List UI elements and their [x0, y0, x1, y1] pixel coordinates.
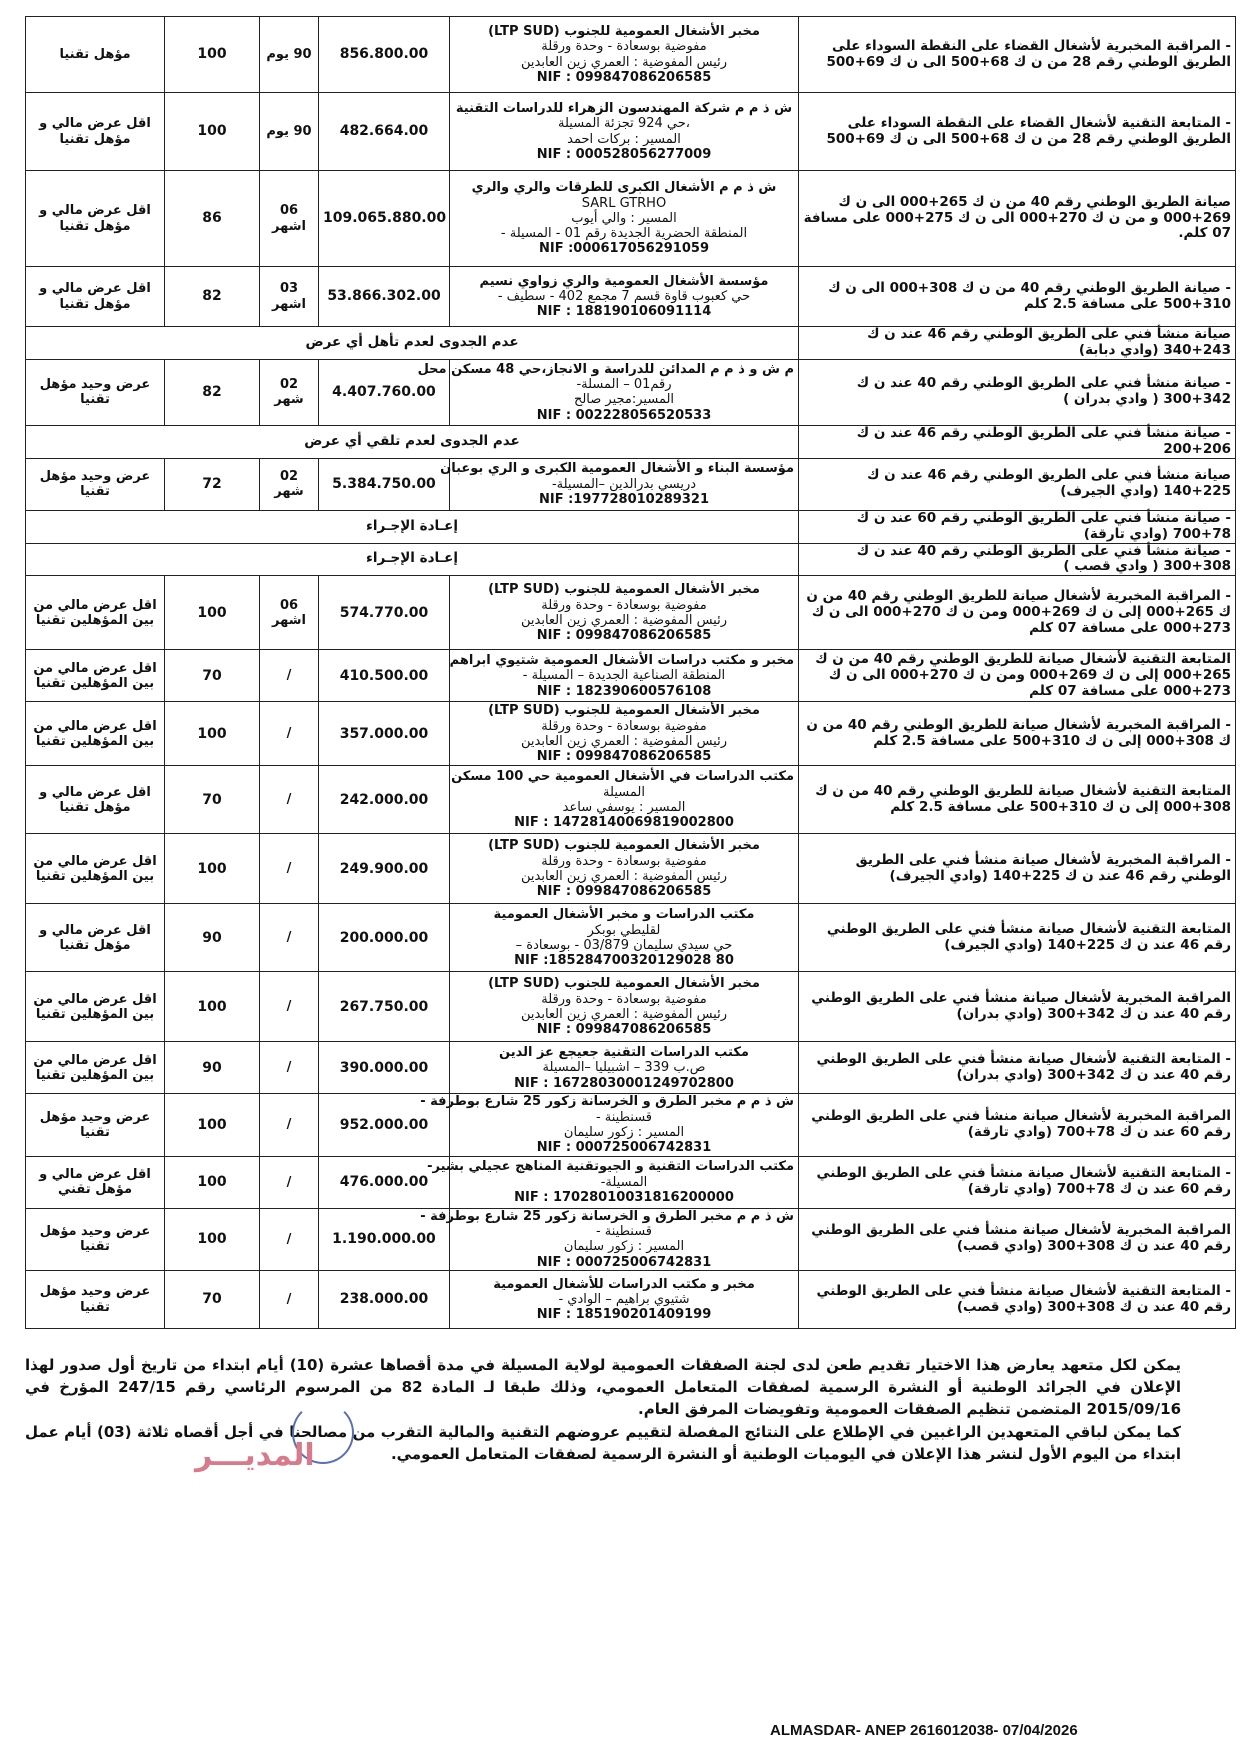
firm-nif: NIF : 185190201409199 — [536, 1307, 712, 1323]
decision-cell: عرض وحيد مؤهل تقنيا — [26, 359, 165, 425]
consultation-paragraph: كما يمكن لباقي المتعهدين الراغبين في الإطلاع على النتائج المفصلة لتقييم عروضهم التقنية والمالية التقرب من مصالحنا في أجل أقصاه ثلاثة (03) أيام عمل ابتداء من اليوم الأول لنشر هذا الإعلان في اليوميات الوطنية أو النشرة الرسمية لصفقات المتعامل العمومي. — [25, 1423, 1181, 1463]
amount-cell: 238.000.00 — [319, 1271, 450, 1329]
score-cell: 100 — [165, 972, 260, 1042]
project-cell: - المتابعة التقنية لأشغال صيانة منشأ فني على الطريق الوطني رقم 40 عند ن ك 342+300 (وادي بدران) — [799, 1042, 1236, 1094]
table-row — [26, 1156, 1236, 1208]
project-cell: - المتابعة التقنية لأشغال القضاء على النقطة السوداء على الطريق الوطني رقم 28 من ن ك 68+500 الى ن ك 69+500 — [799, 93, 1236, 171]
table-row — [26, 171, 1236, 267]
firm-cell — [450, 17, 799, 93]
firm-line: مؤسسة البناء و الأشغال العمومية الكبرى و الري بوعبان — [440, 461, 794, 477]
table-row — [26, 425, 1236, 458]
firm-line: مخبر الأشغال العمومية للجنوب (LTP SUD) — [488, 838, 760, 854]
duration-cell: 06 اشهر — [260, 576, 319, 650]
amount-cell: 53.866.302.00 — [319, 267, 450, 327]
firm-cell — [450, 93, 799, 171]
project-cell: المراقبة المخبرية لأشغال صيانة منشأ فني على الطريق الوطني رقم 60 عند ن ك 78+700 (وادي تارقة) — [799, 1094, 1236, 1156]
firm-line: المسيلة — [603, 784, 645, 800]
firm-line: رئيس المفوضية : العمري زين العابدين — [520, 1006, 727, 1022]
amount-cell: 856.800.00 — [319, 17, 450, 93]
firm-cell — [450, 650, 799, 702]
duration-cell: / — [260, 834, 319, 904]
firm-line: حي سيدي سليمان 03/879 - بوسعادة – — [515, 937, 733, 953]
project-cell: المراقبة المخبرية لأشغال صيانة منشأ فني على الطريق الوطني رقم 40 عند ن ك 308+300 (وادي قصب) — [799, 1208, 1236, 1270]
firm-nif: NIF : 002228056520533 — [536, 407, 712, 423]
score-cell: 100 — [165, 1156, 260, 1208]
firm-nif: NIF : 17028010031816200000 — [514, 1189, 734, 1205]
firm-line: مفوضية بوسعادة - وحدة ورقلة — [541, 853, 707, 869]
duration-cell: / — [260, 972, 319, 1042]
project-cell: صيانة الطريق الوطني رقم 40 من ن ك 265+000 الى ن ك 269+000 و من ن ك 270+000 الى ن ك 275+000 على مسافة 07 كلم. — [799, 171, 1236, 267]
firm-cell — [427, 1156, 799, 1208]
firm-nif: NIF : 000725006742831 — [536, 1254, 712, 1270]
project-cell: صيانة منشأ فني على الطريق الوطني رقم 46 عند ن ك 225+140 (وادي الجيرف) — [799, 458, 1236, 510]
firm-line: مفوضية بوسعادة - وحدة ورقلة — [541, 991, 707, 1007]
firm-line: رئيس المفوضية : العمري زين العابدين — [520, 868, 727, 884]
firm-cell — [450, 972, 799, 1042]
table-row — [26, 327, 1236, 360]
status-cell: إعـادة الإجـراء — [26, 510, 799, 543]
amount-cell: 242.000.00 — [319, 766, 450, 834]
table-row — [26, 1271, 1236, 1329]
table-row — [26, 972, 1236, 1042]
amount-cell: 4.407.760.00 — [319, 359, 450, 425]
firm-line: قسنطينة - — [595, 1109, 653, 1125]
firm-line: لقليطي بوبكر — [587, 922, 661, 938]
project-cell: صيانة منشأ فني على الطريق الوطني رقم 46 عند ن ك 243+340 (وادي دبابة) — [799, 327, 1236, 360]
project-cell: المتابعة التقنية لأشغال صيانة منشأ فني على الطريق الوطني رقم 46 عند ن ك 225+140 (وادي الجيرف) — [799, 904, 1236, 972]
firm-nif: NIF : 000725006742831 — [536, 1140, 712, 1156]
amount-cell: 390.000.00 — [319, 1042, 450, 1094]
table-row — [26, 543, 1236, 576]
amount-cell: 482.664.00 — [319, 93, 450, 171]
firm-nif: NIF : 099847086206585 — [536, 749, 712, 765]
score-cell: 70 — [165, 766, 260, 834]
appeal-paragraph: يمكن لكل متعهد يعارض هذا الاختيار تقديم طعن لدى لجنة الصفقات العمومية لولاية المسيلة في مدة أقصاها عشرة (10) أيام ابتداء من تاريخ أول صدور لهذا الإعلان في الجرائد الوطنية أو النشرة الرسمية لصفقات المتعامل العمومي، وذلك طبقا لـ المادة 82 من المرسوم الرئاسي رقم 247/15 المؤرخ في 2015/09/16 المتضمن تنظيم الصفقات العمومية وتفويضات المرفق العام. — [25, 1356, 1182, 1418]
amount-cell: 476.000.00 — [319, 1156, 450, 1208]
firm-line: المسير : زكور سليمان — [563, 1125, 685, 1141]
project-cell: المراقبة المخبرية لأشغال صيانة منشأ فني على الطريق الوطني رقم 40 عند ن ك 342+300 (وادي بدران) — [799, 972, 1236, 1042]
duration-cell: / — [260, 1208, 319, 1270]
amount-cell: 410.500.00 — [319, 650, 450, 702]
table-row — [26, 17, 1236, 93]
firm-line: المنطقة الصناعية الجديدة – المسيلة - — [522, 668, 726, 684]
firm-line: ش ذ م م شركة المهندسون الزهراء للدراسات التقنية — [455, 100, 793, 116]
project-cell: - المراقبة المخبرية لأشغال صيانة للطريق الوطني رقم 40 من ن ك 308+000 إلى ن ك 310+500 على مسافة 2.5 كلم — [799, 702, 1236, 766]
firm-cell — [420, 1208, 799, 1270]
decision-cell: اقل عرض مالي و مؤهل تقنيا — [26, 904, 165, 972]
amount-cell: 952.000.00 — [319, 1094, 450, 1156]
score-cell: 100 — [165, 1094, 260, 1156]
score-cell: 72 — [165, 458, 260, 510]
firm-line: المسير : بركات احمد — [567, 131, 681, 147]
firm-cell — [450, 904, 799, 972]
amount-cell: 574.770.00 — [319, 576, 450, 650]
table-row — [26, 766, 1236, 834]
firm-nif: NIF :000617056291059 — [538, 241, 709, 257]
score-cell: 100 — [165, 834, 260, 904]
firm-line: مكتب الدراسات في الأشغال العمومية حي 100 مسكن — [451, 769, 794, 785]
decision-cell: اقل عرض مالي من بين المؤهلين تقنيا — [26, 834, 165, 904]
status-cell: عدم الجدوى لعدم تلقي أي عرض — [26, 425, 799, 458]
firm-nif: NIF : 099847086206585 — [536, 1022, 712, 1038]
firm-line: دريسي بدرالدين –المسيلة- — [551, 476, 697, 492]
decision-cell: اقل عرض مالي و مؤهل تقني — [26, 1156, 165, 1208]
firm-nif: NIF : 099847086206585 — [536, 628, 712, 644]
firm-line: مفوضية بوسعادة - وحدة ورقلة — [541, 39, 707, 55]
firm-cell — [450, 702, 799, 766]
firm-line: رئيس المفوضية : العمري زين العابدين — [520, 733, 727, 749]
table-row — [26, 359, 1236, 425]
duration-cell: / — [260, 1042, 319, 1094]
table-row — [26, 1042, 1236, 1094]
score-cell: 70 — [165, 1271, 260, 1329]
firm-line: المسير:مجير صالح — [573, 392, 675, 408]
project-cell: - صيانة منشأ فني على الطريق الوطني رقم 60 عند ن ك 78+700 (وادي تارقة) — [799, 510, 1236, 543]
score-cell: 100 — [165, 1208, 260, 1270]
project-cell: - صيانة منشأ فني على الطريق الوطني رقم 40 عند ن ك 342+300 ( وادي بدران ) — [799, 359, 1236, 425]
firm-nif: NIF :197728010289321 — [538, 491, 709, 507]
firm-line: المنطقة الحضرية الجديدة رقم 01 - المسيلة - — [500, 226, 748, 242]
duration-cell: / — [260, 650, 319, 702]
firm-cell — [440, 458, 799, 510]
firm-line: ش ذ م م الأشغال الكبرى للطرقات والري والري — [471, 180, 777, 196]
publication-reference: ALMASDAR- ANEP 2616012038- 07/04/2026 — [770, 1722, 1078, 1739]
table-row — [26, 702, 1236, 766]
project-cell: - صيانة الطريق الوطني رقم 40 من ن ك 308+000 الى ن ك 310+500 على مسافة 2.5 كلم — [799, 267, 1236, 327]
director-signature: المديـــر — [195, 1438, 315, 1473]
firm-line: قسنطينة - — [595, 1224, 653, 1240]
score-cell: 82 — [165, 359, 260, 425]
firm-nif: NIF :185284700320129028 80 — [514, 953, 734, 969]
amount-cell: 249.900.00 — [319, 834, 450, 904]
score-cell: 86 — [165, 171, 260, 267]
table-row — [26, 650, 1236, 702]
decision-cell: عرض وحيد مؤهل تقنيا — [26, 1094, 165, 1156]
firm-line: رئيس المفوضية : العمري زين العابدين — [520, 612, 727, 628]
score-cell: 90 — [165, 904, 260, 972]
amount-cell: 200.000.00 — [319, 904, 450, 972]
table-row — [26, 1094, 1236, 1156]
firm-cell — [450, 576, 799, 650]
firm-line: مفوضية بوسعادة - وحدة ورقلة — [541, 597, 707, 613]
table-row — [26, 510, 1236, 543]
duration-cell: / — [260, 1094, 319, 1156]
table-row — [26, 1208, 1236, 1270]
firm-line: مخبر و مكتب دراسات الأشغال العمومية شتيوي ابراهم — [449, 652, 794, 668]
project-cell: - صيانة منشأ فني على الطريق الوطني رقم 40 عند ن ك 308+300 ( وادي قصب ) — [799, 543, 1236, 576]
firm-line: مفوضية بوسعادة - وحدة ورقلة — [541, 718, 707, 734]
firm-line: مخبر الأشغال العمومية للجنوب (LTP SUD) — [488, 703, 760, 719]
duration-cell: 02 شهر — [260, 458, 319, 510]
amount-cell: 109.065.880.00 — [319, 171, 450, 267]
firm-nif: NIF : 000528056277009 — [536, 146, 712, 162]
firm-line: مكتب الدراسات التقنية و الجيوتقنية المناهج عجيلي بشير- — [427, 1159, 794, 1175]
score-cell: 70 — [165, 650, 260, 702]
decision-cell: عرض وحيد مؤهل تقنيا — [26, 1271, 165, 1329]
firm-line: ،حي 924 تجزئة المسيلة — [558, 116, 690, 132]
firm-nif: NIF : 099847086206585 — [536, 69, 712, 85]
firm-line: مكتب الدراسات التقنية جعيجع عز الدين — [499, 1044, 749, 1060]
decision-cell: عرض وحيد مؤهل تقنيا — [26, 458, 165, 510]
results-table — [25, 16, 1236, 1329]
duration-cell: / — [260, 904, 319, 972]
duration-cell: 02 شهر — [260, 359, 319, 425]
score-cell: 100 — [165, 93, 260, 171]
project-cell: المتابعة التقنية لأشغال صيانة للطريق الوطني رقم 40 من ن ك 308+000 إلى ن ك 310+500 على مسافة 2.5 كلم — [799, 766, 1236, 834]
firm-line: رقم01 – المسلة- — [576, 377, 672, 393]
firm-line: مخبر الأشغال العمومية للجنوب (LTP SUD) — [488, 582, 760, 598]
project-cell: - المراقبة المخبرية لأشغال صيانة للطريق الوطني رقم 40 من ن ك 265+000 إلى ن ك 269+000 ومن ن ك 270+000 الى ن ك 273+000 على مسافة 07 كلم — [799, 576, 1236, 650]
table-row — [26, 576, 1236, 650]
duration-cell: 06 اشهر — [260, 171, 319, 267]
firm-line: SARL GTRHO — [581, 195, 667, 211]
score-cell: 90 — [165, 1042, 260, 1094]
firm-line: مخبر الأشغال العمومية للجنوب (LTP SUD) — [488, 23, 760, 39]
firm-cell — [420, 1094, 799, 1156]
status-cell: إعـادة الإجـراء — [26, 543, 799, 576]
firm-line: المسير : يوسفي ساعد — [562, 799, 686, 815]
score-cell: 100 — [165, 17, 260, 93]
decision-cell: اقل عرض مالي و مؤهل تقنيا — [26, 267, 165, 327]
firm-nif: NIF : 188190106091114 — [536, 304, 712, 320]
firm-cell — [450, 1042, 799, 1094]
decision-cell: اقل عرض مالي من بين المؤهلين تقنيا — [26, 702, 165, 766]
firm-line: ص.ب 339 – اشبيليا –المسيلة — [542, 1060, 706, 1076]
duration-cell: / — [260, 1156, 319, 1208]
firm-line: المسيلة- — [600, 1174, 648, 1190]
firm-line: رئيس المفوضية : العمري زين العابدين — [520, 54, 727, 70]
firm-line: مكتب الدراسات و مخبر الأشغال العمومية — [493, 907, 755, 923]
firm-nif: NIF : 182390600576108 — [536, 683, 712, 699]
firm-cell — [450, 1271, 799, 1329]
decision-cell: اقل عرض مالي من بين المؤهلين تقنيا — [26, 972, 165, 1042]
decision-cell: اقل عرض مالي و مؤهل تقنيا — [26, 171, 165, 267]
firm-line: مخبر و مكتب الدراسات للأشغال العمومية — [493, 1276, 755, 1292]
decision-cell: عرض وحيد مؤهل تقنيا — [26, 1208, 165, 1270]
decision-cell: اقل عرض مالي من بين المؤهلين تقنيا — [26, 650, 165, 702]
amount-cell: 5.384.750.00 — [319, 458, 450, 510]
decision-cell: اقل عرض مالي من بين المؤهلين تقنيا — [26, 576, 165, 650]
decision-cell: اقل عرض مالي من بين المؤهلين تقنيا — [26, 1042, 165, 1094]
duration-cell: / — [260, 766, 319, 834]
table-row — [26, 458, 1236, 510]
table-row — [26, 904, 1236, 972]
score-cell: 100 — [165, 702, 260, 766]
project-cell: - المراقبة المخبرية لأشغال القضاء على النقطة السوداء على الطريق الوطني رقم 28 من ن ك 68+500 الى ن ك 69+500 — [799, 17, 1236, 93]
project-cell: - المتابعة التقنية لأشغال صيانة منشأ فني على الطريق الوطني رقم 60 عند ن ك 78+700 (وادي تارقة) — [799, 1156, 1236, 1208]
firm-line: مخبر الأشغال العمومية للجنوب (LTP SUD) — [488, 976, 760, 992]
table-row — [26, 267, 1236, 327]
firm-cell — [450, 834, 799, 904]
firm-line: ش ذ م م مخبر الطرق و الخرسانة زكور 25 شارع بوطرفة - — [420, 1094, 794, 1110]
table-row — [26, 93, 1236, 171]
decision-cell: اقل عرض مالي و مؤهل تقنيا — [26, 766, 165, 834]
firm-nif: NIF : 14728140069819002800 — [514, 815, 734, 831]
duration-cell: 90 يوم — [260, 17, 319, 93]
decision-cell: مؤهل تقنيا — [26, 17, 165, 93]
project-cell: - المراقبة المخبرية لأشغال صيانة منشأ فني على الطريق الوطني رقم 46 عند ن ك 225+140 (وادي الجيرف) — [799, 834, 1236, 904]
firm-line: حي كعبوب قاوة قسم 7 مجمع 402 - سطيف - — [497, 288, 751, 304]
project-cell: المتابعة التقنية لأشغال صيانة للطريق الوطني رقم 40 من ن ك 265+000 إلى ن ك 269+000 ومن ن ك 270+000 الى ن ك 273+000 على مسافة 07 كلم — [799, 650, 1236, 702]
score-cell: 100 — [165, 576, 260, 650]
firm-cell — [450, 766, 799, 834]
firm-line: المسير : والي أيوب — [571, 210, 677, 226]
firm-line: شتيوي براهيم – الوادي - — [558, 1291, 690, 1307]
status-cell: عدم الجدوى لعدم تأهل أي عرض — [26, 327, 799, 360]
amount-cell: 267.750.00 — [319, 972, 450, 1042]
duration-cell: / — [260, 702, 319, 766]
amount-cell: 357.000.00 — [319, 702, 450, 766]
firm-nif: NIF : 16728030001249702800 — [514, 1075, 734, 1091]
firm-line: م ش و ذ م م المدائن للدراسة و الانجاز،حي 48 مسكن محل — [417, 361, 794, 377]
duration-cell: 03 اشهر — [260, 267, 319, 327]
firm-nif: NIF : 099847086206585 — [536, 884, 712, 900]
project-cell: - صيانة منشأ فني على الطريق الوطني رقم 46 عند ن ك 206+200 — [799, 425, 1236, 458]
firm-cell — [450, 267, 799, 327]
table-row — [26, 834, 1236, 904]
amount-cell: 1.190.000.00 — [319, 1208, 450, 1270]
firm-line: مؤسسة الأشغال العمومية والري زواوي نسيم — [479, 273, 769, 289]
firm-cell — [450, 171, 799, 267]
firm-line: ش ذ م م مخبر الطرق و الخرسانة زكور 25 شارع بوطرفة - — [420, 1208, 794, 1224]
firm-cell — [417, 359, 799, 425]
decision-cell: اقل عرض مالي و مؤهل تقنيا — [26, 93, 165, 171]
duration-cell: / — [260, 1271, 319, 1329]
firm-line: المسير : زكور سليمان — [563, 1239, 685, 1255]
score-cell: 82 — [165, 267, 260, 327]
project-cell: - المتابعة التقنية لأشغال صيانة منشأ فني على الطريق الوطني رقم 40 عند ن ك 308+300 (وادي قصب) — [799, 1271, 1236, 1329]
duration-cell: 90 يوم — [260, 93, 319, 171]
